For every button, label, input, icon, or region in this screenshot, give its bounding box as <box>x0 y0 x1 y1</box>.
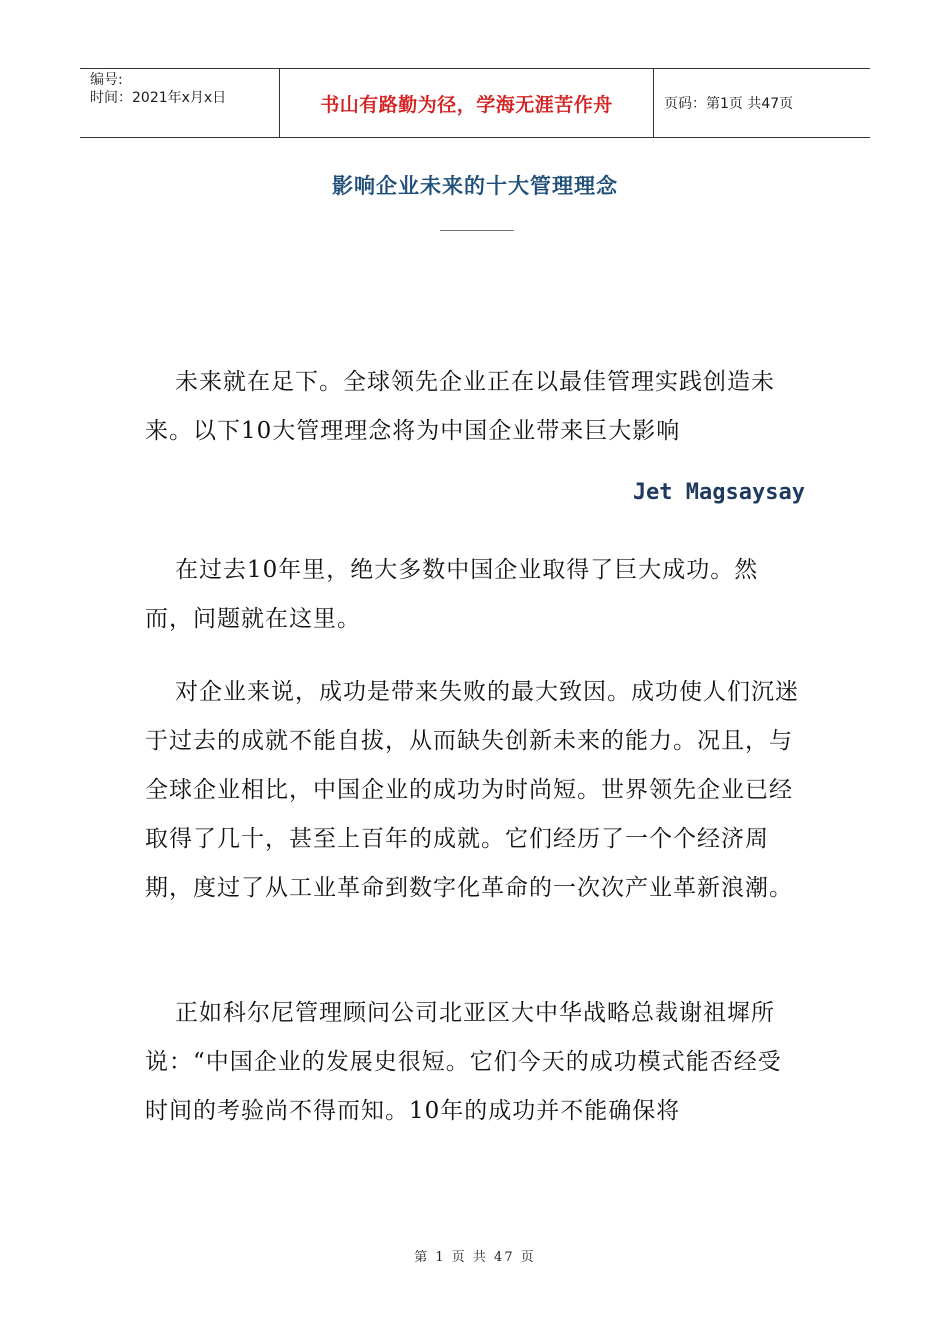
paragraph-block-2 <box>145 668 805 913</box>
body-paragraph: 对企业来说，成功是带来失败的最大致因。成功使人们沉迷于过去的成就不能自拔，从而缺失创新未来的能力。况且，与全球企业相比，中国企业的成功为时尚短。世界领先企业已经取得了几十，甚至上百年的成就。它们经历了一个个经济周期，度过了从工业革命到数字化革命的一次次产业革新浪潮。 <box>145 679 799 901</box>
date-label: 时间：2021年x月x日 <box>90 90 227 106</box>
number-label: 编号: <box>90 72 123 88</box>
author-name: Jet Magsaysay <box>632 480 805 505</box>
body-paragraph: 正如科尔尼管理顾问公司北亚区大中华战略总裁谢祖墀所说：“中国企业的发展史很短。它们今天的成功模式能否经受时间的考验尚不得而知。10年的成功并不能确保将 <box>145 1000 782 1124</box>
document-header <box>80 68 870 138</box>
title-divider <box>440 230 514 231</box>
page-footer: 第 1 页 共 47 页 <box>414 1250 536 1265</box>
intro-block <box>145 358 805 456</box>
document-title: 影响企业未来的十大管理理念 <box>332 173 618 198</box>
header-meta <box>80 69 280 137</box>
intro-paragraph: 未来就在足下。全球领先企业正在以最佳管理实践创造未来。以下10大管理理念将为中国企业带来巨大影响 <box>145 369 775 444</box>
paragraph-block-1 <box>145 546 805 644</box>
header-motto: 书山有路勤为径，学海无涯苦作舟 <box>280 69 654 137</box>
header-page-info: 页码：第1页 共47页 <box>664 96 794 112</box>
paragraph-block-3 <box>145 989 805 1136</box>
body-paragraph: 在过去10年里，绝大多数中国企业取得了巨大成功。然而，问题就在这里。 <box>145 557 759 632</box>
